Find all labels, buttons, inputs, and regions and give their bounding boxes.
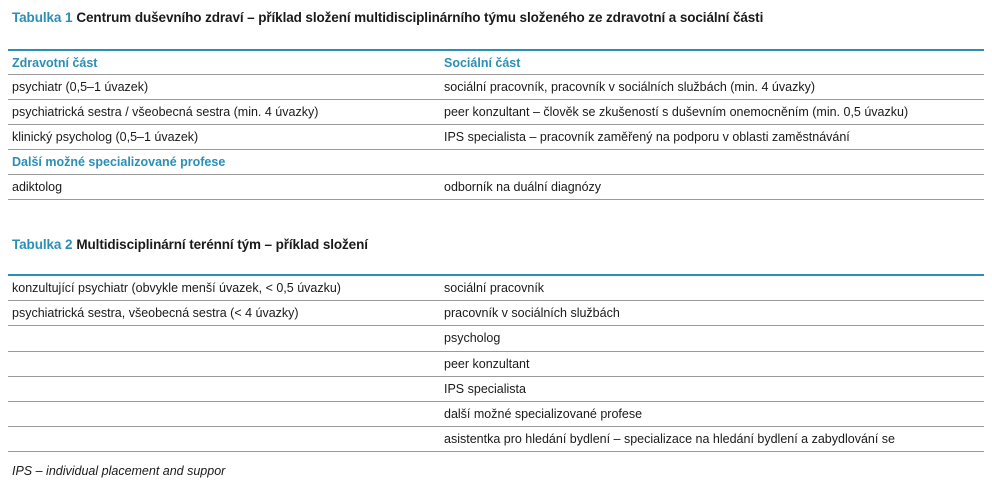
table1-col-header-social: Sociální část <box>440 50 984 75</box>
table1-col-header-health: Zdravotní část <box>8 50 440 75</box>
table1-subheader-row <box>8 150 984 175</box>
table-cell: pracovník v sociálních službách <box>440 301 984 326</box>
table-cell: psychiatr (0,5–1 úvazek) <box>8 75 440 100</box>
table-row <box>8 351 984 376</box>
table-row <box>8 275 984 301</box>
table-cell: adiktolog <box>8 175 440 200</box>
table-row <box>8 376 984 401</box>
table-row <box>8 427 984 452</box>
table-cell: sociální pracovník, pracovník v sociálních službách (min. 4 úvazky) <box>440 75 984 100</box>
table-row <box>8 401 984 426</box>
table-cell: klinický psycholog (0,5–1 úvazek) <box>8 125 440 150</box>
table-cell: IPS specialista – pracovník zaměřený na podporu v oblasti zaměstnávání <box>440 125 984 150</box>
table-cell <box>8 376 440 401</box>
table-cell: sociální pracovník <box>440 275 984 301</box>
table-cell <box>8 427 440 452</box>
table1-title: Centrum duševního zdraví – příklad složení multidisciplinárního týmu složeného ze zdravotní a sociální části <box>76 10 764 25</box>
table2-number: Tabulka 2 <box>12 237 73 252</box>
table2-title: Multidisciplinární terénní tým – příklad složení <box>76 237 368 252</box>
table-cell: konzultující psychiatr (obvykle menší úvazek, < 0,5 úvazku) <box>8 275 440 301</box>
table-row <box>8 125 984 150</box>
table-cell: IPS specialista <box>440 376 984 401</box>
table-cell: psychiatrická sestra, všeobecná sestra (< 4 úvazky) <box>8 301 440 326</box>
table1-header-row <box>8 50 984 75</box>
table-row <box>8 326 984 351</box>
table2 <box>8 274 984 452</box>
table-cell: další možné specializované profese <box>440 401 984 426</box>
table2-caption <box>12 237 368 252</box>
table-row <box>8 301 984 326</box>
table1-number: Tabulka 1 <box>12 10 73 25</box>
table-row <box>8 100 984 125</box>
table1-caption <box>12 10 763 25</box>
table-cell: psychiatrická sestra / všeobecná sestra (min. 4 úvazky) <box>8 100 440 125</box>
table-cell: odborník na duální diagnózy <box>440 175 984 200</box>
table-cell <box>8 326 440 351</box>
table-cell: peer konzultant – člověk se zkušeností s duševním onemocněním (min. 0,5 úvazku) <box>440 100 984 125</box>
table-row <box>8 175 984 200</box>
table-cell: peer konzultant <box>440 351 984 376</box>
table-cell: asistentka pro hledání bydlení – specializace na hledání bydlení a zabydlování se <box>440 427 984 452</box>
table-cell: psycholog <box>440 326 984 351</box>
footnote: IPS – individual placement and suppor <box>12 464 226 478</box>
table-row <box>8 75 984 100</box>
table1 <box>8 49 984 200</box>
table-cell <box>8 351 440 376</box>
table1-subheader: Další možné specializované profese <box>8 150 984 175</box>
table-cell <box>8 401 440 426</box>
